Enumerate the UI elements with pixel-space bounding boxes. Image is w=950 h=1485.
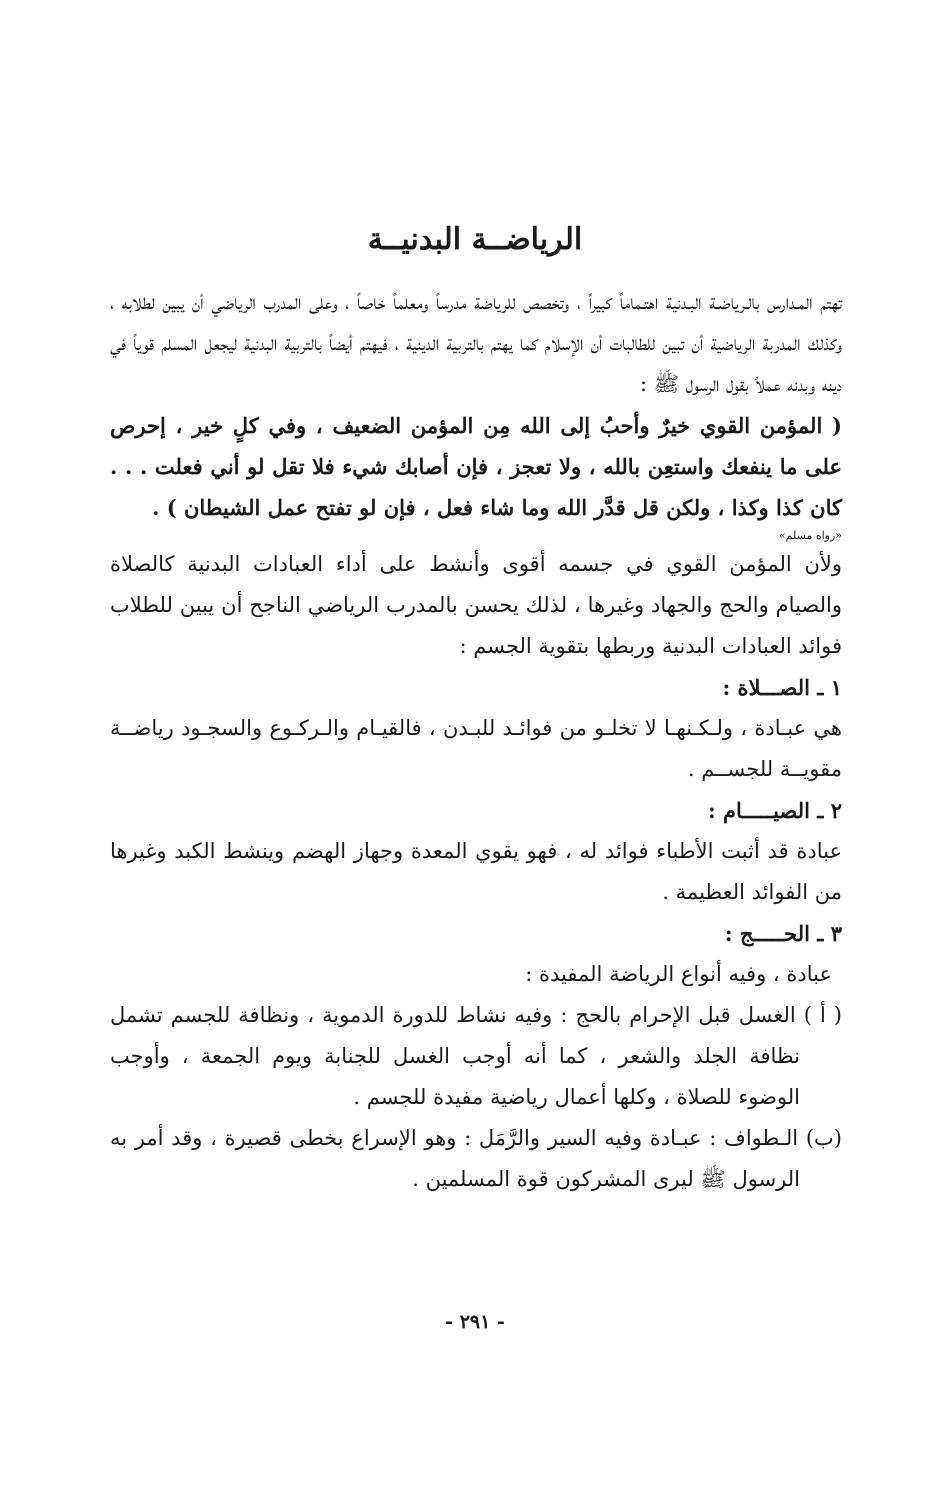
prayer-text: هي عبـادة ، ولـكـنهـا لا تخلـو من فوائـد للبـدن ، فالقيـام والـركـوع والسجـود رياضــة مقويــة للجســم . [110, 716, 842, 781]
page-number: - ٢٩١ - [445, 1311, 505, 1333]
prayer-heading: ١ ـ الصـــلاة : [722, 675, 842, 700]
hajj-item-b: (ب) الـطواف : عبـادة وفيه السير والرَّمَل : وهو الإسراع بخطى قصيرة ، وقد أمر به الرسول ﷺ ليرى المشركون قوة المسلمين . [110, 1126, 842, 1191]
hadith-source: «رواه مسلم» [778, 529, 842, 542]
hajj-intro: عبادة ، وفيه أنواع الرياضة المفيدة : [525, 962, 832, 986]
hajj-item-a: ( أ ) الغسل قبل الإحرام بالحج : وفيه نشاط للدورة الدموية ، ونظافة للجسم تشمل نظافة الجلد والشعر ، كما أنه أوجب الغسل للجنابة ويوم الجمعة ، وأوجب الوضوء للصلاة ، وكلها أعمال رياضية مفيدة للجسم . [110, 1003, 842, 1109]
page-body [110, 282, 842, 1200]
fasting-heading: ٢ ـ الصيـــــام : [707, 798, 842, 823]
hadith-quote: ( المؤمن القوي خيرٌ وأحبُ إلى الله مِن المؤمن الضعيف ، وفي كلٍ خير ، إحرص على ما ينفعك واستعِن بالله ، ولا تعجز ، فإن أصابك شيء فلا تقل لو أني فعلت . . . كان كذا وكذا ، ولكن قل قدَّر الله وما شاء فعل ، فإن لو تفتح عمل الشيطان ) . [110, 413, 842, 520]
benefits-paragraph: ولأن المؤمن القوي في جسمه أقوى وأنشط على أداء العبادات البدنية كالصلاة والصيام والحج والجهاد وغيرها ، لذلك يحسن بالمدرب الرياضي الناجح أن يبين للطلاب فوائد العبادات البدنية وربطها بتقوية الجسم : [110, 552, 842, 658]
intro-paragraph: تهتم المـدارس بالـرياضـة البـدنية اهتـماماً كبيراً ، وتخصص للرياضة مدرساً ومعلماً خاصاً ، وعلى المدرب الرياضي أن يبين لطلابه ، وكذلك المدربة الرياضية أن تبين للطالبات أن الإسلام كما يهتم بالتربية الدينية ، فيهتم أيضاً بالتربية البدنية ليجعل المسلم قوياً في دينه وبدنه عملاً بقول الرسول ﷺ : [110, 290, 842, 396]
fasting-text: عبادة قد أثبت الأطباء فوائد له ، فهو يقوي المعدة وجهاز الهضم وينشط الكبد وغيرها من الفوائد العظيمة . [110, 839, 842, 904]
page-title: الرياضــة البدنيــة [367, 222, 583, 257]
hajj-heading: ٣ ـ الحـــــج : [724, 921, 842, 946]
